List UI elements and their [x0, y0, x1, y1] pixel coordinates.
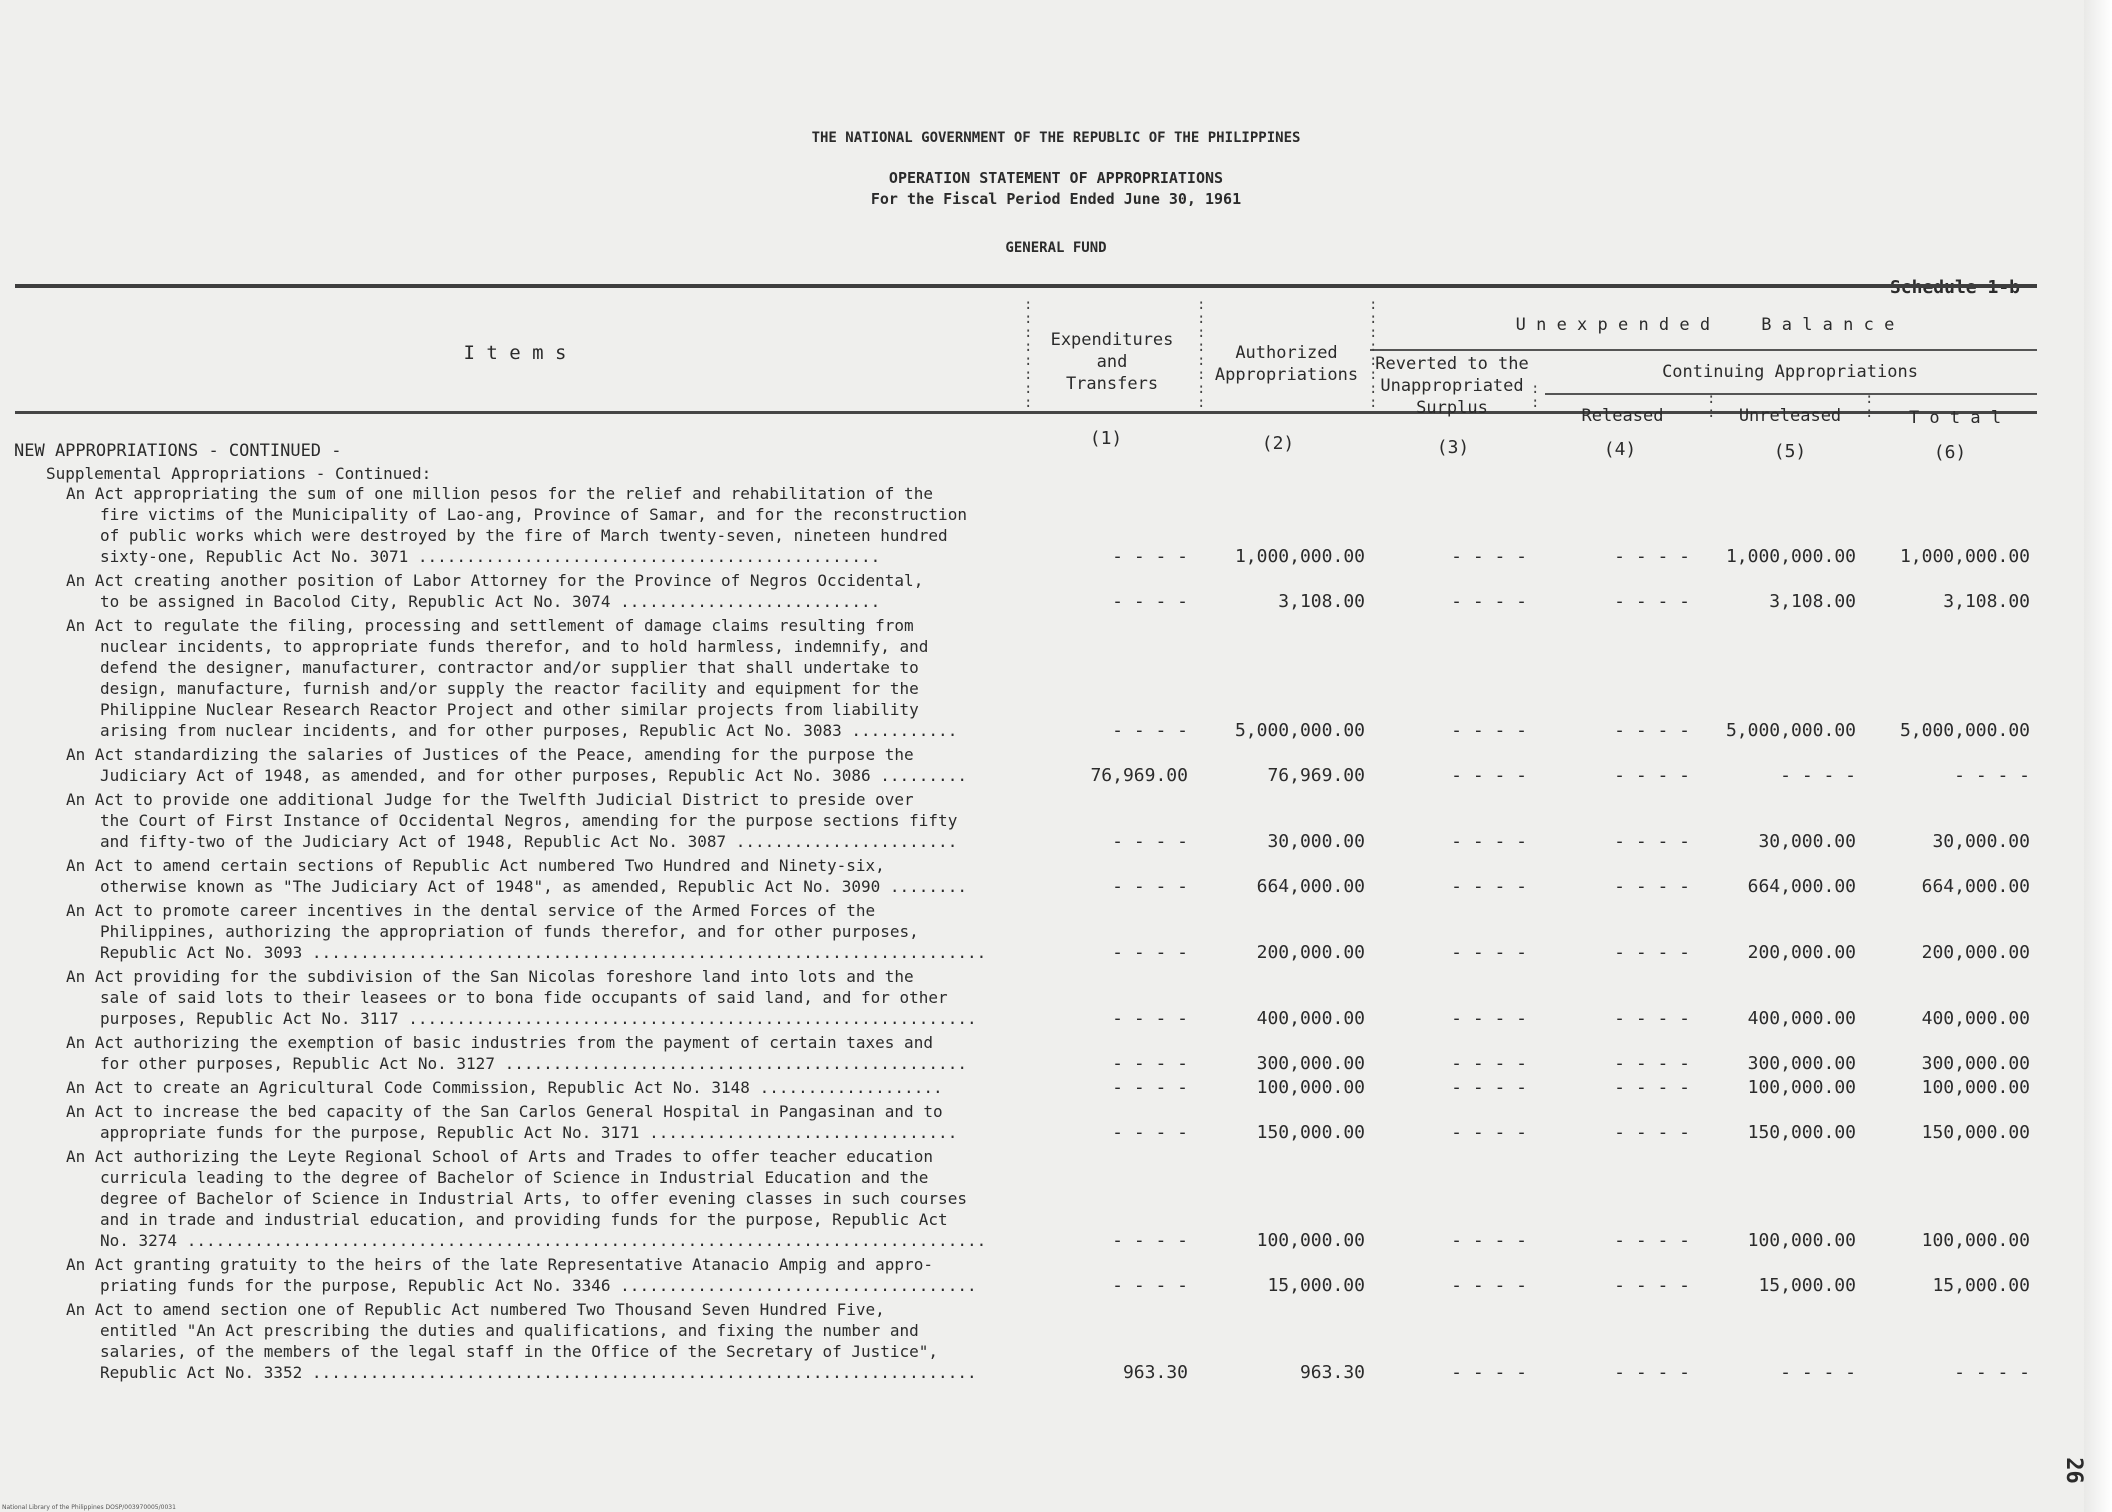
authorized-value: 76,969.00 [1267, 765, 1365, 786]
item-description-line: entitled "An Act prescribing the duties and qualifications, and fixing the number and [100, 1321, 919, 1340]
reverted-header: Reverted to the Unappropriated Surplus [1375, 354, 1529, 418]
authorized-value: 150,000.00 [1256, 1122, 1365, 1143]
total-value: 100,000.00 [1921, 1077, 2030, 1098]
item-description-line: salaries, of the members of the legal staff in the Office of the Secretary of Justice", [100, 1342, 939, 1361]
unreleased-value: 3,108.00 [1769, 591, 1856, 612]
released-value: - - - - [1614, 1122, 1690, 1143]
statement-title: OPERATION STATEMENT OF APPROPRIATIONS [888, 169, 1224, 187]
reverted-value: - - - - [1451, 546, 1527, 567]
item-description-line: fire victims of the Municipality of Lao-ang, Province of Samar, and for the reconstruction [100, 505, 967, 524]
item-description-line: An Act to amend certain sections of Republic Act numbered Two Hundred and Ninety-six, [66, 856, 885, 875]
authorized-value: 30,000.00 [1267, 831, 1365, 852]
items-header: I t e m s [463, 342, 567, 364]
fund-title: GENERAL FUND [1005, 240, 1107, 256]
reverted-value: - - - - [1451, 942, 1527, 963]
expenditures-header: Expenditures and Transfers [1050, 330, 1174, 394]
released-value: - - - - [1614, 765, 1690, 786]
authorized-value: 15,000.00 [1267, 1275, 1365, 1296]
column-number-6: (6) [1933, 442, 1967, 463]
item-description-line: Republic Act No. 3352 ..................................................................... [100, 1363, 977, 1382]
item-description-line: An Act to regulate the filing, processing and settlement of damage claims resulting from [66, 616, 914, 635]
authorized-header: Authorized Appropriations [1214, 343, 1359, 385]
expenditures-value: - - - - [1112, 942, 1188, 963]
unreleased-value: 5,000,000.00 [1725, 720, 1856, 741]
released-value: - - - - [1614, 1362, 1690, 1383]
page-edge [2084, 0, 2112, 1512]
released-value: - - - - [1614, 1008, 1690, 1029]
column-separator: : : : : : : : : [1024, 297, 1033, 411]
item-description-line: and fifty-two of the Judiciary Act of 1948, Republic Act No. 3087 ....................... [100, 832, 958, 851]
total-value: 30,000.00 [1932, 831, 2030, 852]
expenditures-value: - - - - [1112, 1008, 1188, 1029]
item-description-line: degree of Bachelor of Science in Industrial Arts, to offer evening classes in such courses [100, 1189, 967, 1208]
item-description-line: design, manufacture, furnish and/or supply the reactor facility and equipment for the [100, 679, 919, 698]
item-description-line: Judiciary Act of 1948, as amended, and for other purposes, Republic Act No. 3086 ......... [100, 766, 967, 785]
unreleased-value: 30,000.00 [1758, 831, 1856, 852]
item-description-line: nuclear incidents, to appropriate funds therefor, and to hold harmless, indemnify, and [100, 637, 929, 656]
expenditures-value: - - - - [1112, 876, 1188, 897]
unreleased-value: 100,000.00 [1747, 1077, 1856, 1098]
reverted-value: - - - - [1451, 1008, 1527, 1029]
expenditures-value: - - - - [1112, 831, 1188, 852]
unreleased-value: - - - - [1780, 765, 1856, 786]
unexpended-balance-header: U n e x p e n d e d B a l a n c e [1515, 315, 1895, 335]
unreleased-value: - - - - [1780, 1362, 1856, 1383]
item-description-line: An Act to provide one additional Judge for the Twelfth Judicial District to preside over [66, 790, 914, 809]
period-subtitle: For the Fiscal Period Ended June 30, 1961 [870, 190, 1242, 208]
authorized-value: 100,000.00 [1256, 1077, 1365, 1098]
unreleased-value: 300,000.00 [1747, 1053, 1856, 1074]
released-header: Released [1581, 406, 1664, 426]
item-description-line: An Act to create an Agricultural Code Commission, Republic Act No. 3148 ................... [66, 1078, 943, 1097]
total-value: 15,000.00 [1932, 1275, 2030, 1296]
item-description-line: defend the designer, manufacturer, contractor and/or supplier that shall undertake to [100, 658, 919, 677]
column-separator: : : : : : : : : [1369, 297, 1378, 411]
column-separator: : : [1865, 391, 1874, 421]
item-description-line: sale of said lots to their leasees or to bona fide occupants of said land, and for other [100, 988, 948, 1007]
reverted-value: - - - - [1451, 1362, 1527, 1383]
reverted-value: - - - - [1451, 1230, 1527, 1251]
item-description-line: An Act authorizing the exemption of basic industries from the payment of certain taxes and [66, 1033, 933, 1052]
unreleased-header: Unreleased [1738, 406, 1842, 426]
item-description-line: sixty-one, Republic Act No. 3071 ................................................ [100, 547, 881, 566]
item-description-line: An Act creating another position of Labor Attorney for the Province of Negros Occidental, [66, 571, 924, 590]
released-value: - - - - [1614, 720, 1690, 741]
item-description-line: Republic Act No. 3093 ...................................................................... [100, 943, 987, 962]
authorized-value: 200,000.00 [1256, 942, 1365, 963]
column-number-5: (5) [1773, 441, 1807, 462]
authorized-value: 664,000.00 [1256, 876, 1365, 897]
unreleased-value: 100,000.00 [1747, 1230, 1856, 1251]
column-number-3: (3) [1436, 437, 1470, 458]
expenditures-value: 76,969.00 [1090, 765, 1188, 786]
total-value: 664,000.00 [1921, 876, 2030, 897]
total-value: - - - - [1954, 765, 2030, 786]
reverted-value: - - - - [1451, 765, 1527, 786]
section-subtitle: Supplemental Appropriations - Continued: [46, 464, 432, 483]
item-description-line: to be assigned in Bacolod City, Republic Act No. 3074 ........................... [100, 592, 881, 611]
unreleased-value: 1,000,000.00 [1725, 546, 1856, 567]
total-value: 200,000.00 [1921, 942, 2030, 963]
government-title: THE NATIONAL GOVERNMENT OF THE REPUBLIC OF THE PHILIPPINES [811, 130, 1301, 146]
expenditures-value: - - - - [1112, 1077, 1188, 1098]
item-description-line: purposes, Republic Act No. 3117 ........................................................... [100, 1009, 977, 1028]
expenditures-value: - - - - [1112, 720, 1188, 741]
total-value: 1,000,000.00 [1899, 546, 2030, 567]
column-number-2: (2) [1261, 433, 1295, 454]
item-description-line: for other purposes, Republic Act No. 3127 ................................................ [100, 1054, 967, 1073]
item-description-line: arising from nuclear incidents, and for other purposes, Republic Act No. 3083 ........... [100, 721, 958, 740]
item-description-line: the Court of First Instance of Occidental Negros, amending for the purpose sections fifty [100, 811, 958, 830]
reverted-value: - - - - [1451, 1122, 1527, 1143]
expenditures-value: - - - - [1112, 1053, 1188, 1074]
header-rule-top [15, 284, 2037, 288]
total-value: 3,108.00 [1943, 591, 2030, 612]
total-value: 5,000,000.00 [1899, 720, 2030, 741]
column-number-1: (1) [1089, 428, 1123, 449]
authorized-value: 1,000,000.00 [1234, 546, 1365, 567]
item-description-line: An Act providing for the subdivision of the San Nicolas foreshore land into lots and the [66, 967, 914, 986]
column-separator: : : [1531, 381, 1540, 411]
released-value: - - - - [1614, 591, 1690, 612]
column-separator: : : [1707, 391, 1716, 421]
released-value: - - - - [1614, 1053, 1690, 1074]
unreleased-value: 200,000.00 [1747, 942, 1856, 963]
authorized-value: 300,000.00 [1256, 1053, 1365, 1074]
authorized-value: 100,000.00 [1256, 1230, 1365, 1251]
expenditures-value: - - - - [1112, 1230, 1188, 1251]
total-value: 300,000.00 [1921, 1053, 2030, 1074]
reverted-value: - - - - [1451, 1275, 1527, 1296]
item-description-line: curricula leading to the degree of Bachelor of Science in Industrial Education and the [100, 1168, 929, 1187]
total-value: - - - - [1954, 1362, 2030, 1383]
expenditures-value: - - - - [1112, 1275, 1188, 1296]
item-description-line: An Act granting gratuity to the heirs of the late Representative Atanacio Ampig and appro- [66, 1255, 933, 1274]
total-value: 150,000.00 [1921, 1122, 2030, 1143]
released-value: - - - - [1614, 546, 1690, 567]
section-title: NEW APPROPRIATIONS - CONTINUED - [14, 441, 342, 461]
reverted-value: - - - - [1451, 876, 1527, 897]
expenditures-value: - - - - [1112, 1122, 1188, 1143]
authorized-value: 963.30 [1299, 1362, 1365, 1383]
unreleased-value: 400,000.00 [1747, 1008, 1856, 1029]
unexpended-rule [1370, 349, 2037, 351]
unreleased-value: 664,000.00 [1747, 876, 1856, 897]
reverted-value: - - - - [1451, 720, 1527, 741]
released-value: - - - - [1614, 876, 1690, 897]
unreleased-value: 150,000.00 [1747, 1122, 1856, 1143]
reverted-value: - - - - [1451, 1077, 1527, 1098]
item-description-line: An Act to increase the bed capacity of the San Carlos General Hospital in Pangasinan and to [66, 1102, 943, 1121]
reverted-value: - - - - [1451, 1053, 1527, 1074]
item-description-line: An Act appropriating the sum of one million pesos for the relief and rehabilitation of the [66, 484, 933, 503]
total-value: 400,000.00 [1921, 1008, 2030, 1029]
item-description-line: An Act standardizing the salaries of Justices of the Peace, amending for the purpose the [66, 745, 914, 764]
item-description-line: otherwise known as "The Judiciary Act of 1948", as amended, Republic Act No. 3090 ........ [100, 877, 967, 896]
reverted-value: - - - - [1451, 591, 1527, 612]
item-description-line: and in trade and industrial education, and providing funds for the purpose, Republic Act [100, 1210, 948, 1229]
continuing-rule [1545, 393, 2037, 395]
item-description-line: priating funds for the purpose, Republic Act No. 3346 ..................................... [100, 1276, 977, 1295]
item-description-line: No. 3274 ................................................................................... [100, 1231, 987, 1250]
reverted-value: - - - - [1451, 831, 1527, 852]
item-description-line: appropriate funds for the purpose, Republic Act No. 3171 ................................ [100, 1123, 958, 1142]
released-value: - - - - [1614, 1275, 1690, 1296]
authorized-value: 400,000.00 [1256, 1008, 1365, 1029]
item-description-line: Philippines, authorizing the appropriation of funds therefor, and for other purposes, [100, 922, 919, 941]
item-description-line: Philippine Nuclear Research Reactor Project and other similar projects from liability [100, 700, 919, 719]
authorized-value: 5,000,000.00 [1234, 720, 1365, 741]
total-header: T o t a l [1908, 408, 2002, 428]
expenditures-value: - - - - [1112, 591, 1188, 612]
archive-footer: National Library of the Philippines DOSP/003970005/0031 [2, 1504, 176, 1511]
continuing-appropriations-header: Continuing Appropriations [1662, 362, 1918, 382]
expenditures-value: - - - - [1112, 546, 1188, 567]
unreleased-value: 15,000.00 [1758, 1275, 1856, 1296]
total-value: 100,000.00 [1921, 1230, 2030, 1251]
released-value: - - - - [1614, 942, 1690, 963]
column-number-4: (4) [1603, 439, 1637, 460]
column-separator: : : : : : : : : [1197, 297, 1206, 411]
released-value: - - - - [1614, 1077, 1690, 1098]
authorized-value: 3,108.00 [1278, 591, 1365, 612]
item-description-line: An Act to amend section one of Republic Act numbered Two Thousand Seven Hundred Five, [66, 1300, 885, 1319]
released-value: - - - - [1614, 831, 1690, 852]
expenditures-value: 963.30 [1122, 1362, 1188, 1383]
item-description-line: An Act authorizing the Leyte Regional School of Arts and Trades to offer teacher education [66, 1147, 933, 1166]
page-number: 26 [2060, 1457, 2086, 1484]
item-description-line: of public works which were destroyed by the fire of March twenty-seven, nineteen hundred [100, 526, 948, 545]
released-value: - - - - [1614, 1230, 1690, 1251]
item-description-line: An Act to promote career incentives in the dental service of the Armed Forces of the [66, 901, 876, 920]
